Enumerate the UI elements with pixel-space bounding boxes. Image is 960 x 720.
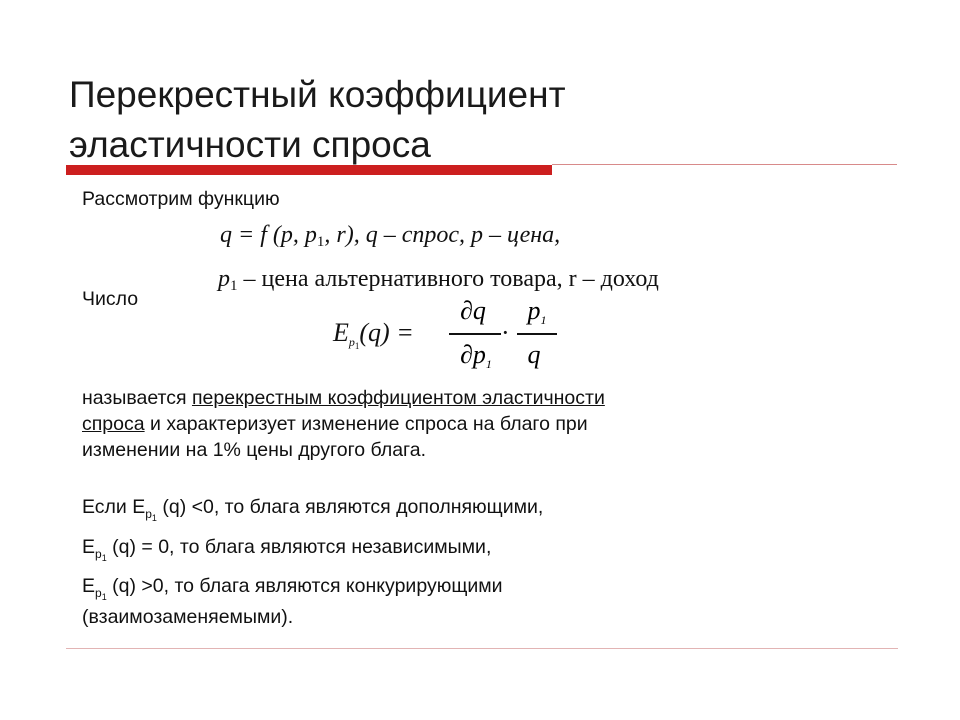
bottom-divider xyxy=(66,648,898,649)
formula1-rest: , r), q – спрос, p – цена, xyxy=(324,222,561,248)
intro-text: Рассмотрим функцию xyxy=(82,188,280,210)
fraction2-denominator: q xyxy=(527,340,541,369)
definition-prefix: называется xyxy=(82,387,192,409)
elasticity-E: E xyxy=(333,318,349,347)
elasticity-sub-p: p xyxy=(348,335,355,349)
cond3-sub-p: p xyxy=(95,586,102,600)
formula1-lhs: q = f (p, p xyxy=(220,222,317,248)
definition-term-1: перекрестным коэффициентом эластичности xyxy=(191,387,605,409)
cond3-pre: E xyxy=(82,575,96,597)
cond1-sub-p: p xyxy=(145,507,152,521)
fraction2-numerator xyxy=(514,296,560,328)
demand-function-formula xyxy=(220,222,560,251)
definition-suffix: и характеризует изменение спроса на благо при xyxy=(144,413,588,435)
slide-title xyxy=(69,70,889,170)
definition-line-1 xyxy=(82,385,605,411)
elasticity-arg: (q) = xyxy=(359,318,414,347)
condition-independent xyxy=(82,534,491,571)
title-divider xyxy=(552,164,897,165)
elasticity-sub-1: 1 xyxy=(354,341,360,351)
cond2-sub-1: 1 xyxy=(101,553,107,563)
title-line-2: эластичности спроса xyxy=(69,124,431,165)
formula2-p: p xyxy=(218,266,230,292)
cond1-text: (q) <0, то блага являются дополняющими, xyxy=(156,496,544,518)
title-accent-bar xyxy=(66,165,552,175)
fraction1-numerator: ∂q xyxy=(460,296,486,325)
cond1-sub-1: 1 xyxy=(151,513,157,523)
fraction2-bar xyxy=(517,333,557,335)
formula1-sub: 1 xyxy=(316,234,325,250)
den1-text: ∂p xyxy=(460,340,486,369)
formula2-rest: – цена альтернативного товара, r – доход xyxy=(237,266,659,292)
fraction1-bar xyxy=(449,333,501,335)
num2-text: p xyxy=(527,296,541,325)
definition-term-2: спроса xyxy=(82,413,145,435)
cond3-sub-1: 1 xyxy=(101,592,107,602)
alternative-price-formula xyxy=(218,266,659,295)
elasticity-lhs xyxy=(333,318,414,351)
condition-complementary xyxy=(82,494,543,531)
den1-sub: 1 xyxy=(485,357,492,371)
conditions-tail: (взаимозаменяемыми). xyxy=(82,606,294,628)
num2-sub: 1 xyxy=(540,313,547,327)
cond1-pre: Если E xyxy=(82,496,146,518)
cond3-text: (q) >0, то блага являются конкурирующими xyxy=(106,575,503,597)
definition-line-3: изменении на 1% цены другого блага. xyxy=(82,439,426,461)
multiply-dot: · xyxy=(501,318,510,347)
formula2-sub: 1 xyxy=(230,278,238,294)
cond2-sub-p: p xyxy=(95,547,102,561)
title-line-1: Перекрестный коэффициент xyxy=(69,74,566,115)
fraction1-denominator xyxy=(448,340,504,372)
number-label: Число xyxy=(82,288,139,310)
cond2-pre: E xyxy=(82,536,96,558)
definition-line-2 xyxy=(82,411,588,437)
cond2-text: (q) = 0, то блага являются независимыми, xyxy=(106,536,492,558)
